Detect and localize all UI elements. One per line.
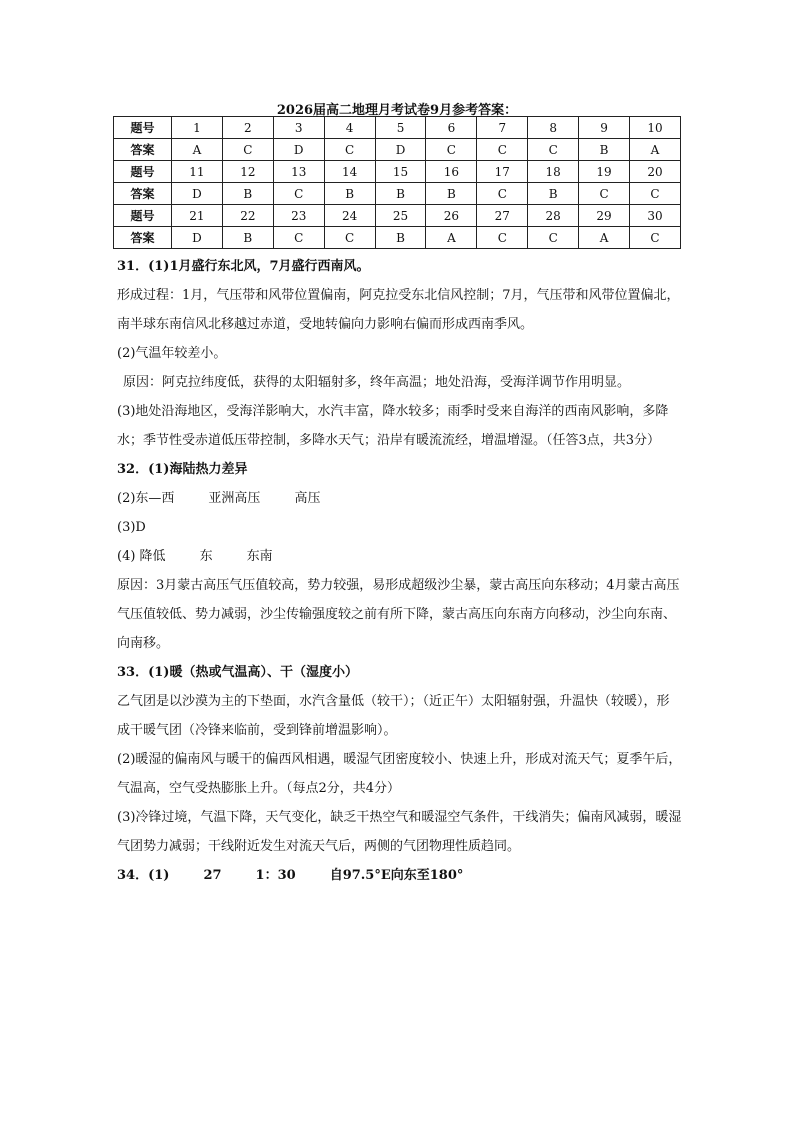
table-cell: 28 — [528, 205, 579, 227]
table-cell: 27 — [477, 205, 528, 227]
table-cell: C — [477, 227, 528, 249]
table-cell: 17 — [477, 161, 528, 183]
table-cell: C — [528, 139, 579, 161]
q32-part4-c: 东南 — [246, 549, 273, 564]
q33-explain: 乙气团是以沙漠为主的下垫面，水汽含量低（较干）；（近正午）太阳辐射强，升温快（较暖），形成干暖气团（冷锋来临前，受到锋前增温影响）。 — [117, 694, 670, 738]
row-label: 题号 — [114, 205, 172, 227]
table-cell: 24 — [324, 205, 375, 227]
q34-part1-c: 1：30 — [255, 868, 296, 883]
table-cell: 15 — [375, 161, 426, 183]
page-title: 2026届高二地理月考试卷9月参考答案： — [276, 103, 518, 118]
table-cell: 14 — [324, 161, 375, 183]
table-cell: C — [426, 139, 477, 161]
q32-reason: 原因：3月蒙古高压气压值较高，势力较强，易形成超级沙尘暴，蒙古高压向东移动；4月蒙古高压气压值较低、势力减弱，沙尘传输强度较之前有所下降，蒙古高压向东南方向移动，沙尘向东南、向南移。 — [117, 578, 680, 651]
table-cell: A — [579, 227, 630, 249]
table-cell: 22 — [222, 205, 273, 227]
table-cell: B — [222, 227, 273, 249]
table-cell: A — [426, 227, 477, 249]
table-row — [114, 139, 681, 161]
q32-part2-a: (2)东—西 — [117, 491, 175, 506]
table-cell: C — [273, 183, 324, 205]
table-cell: 3 — [273, 117, 324, 139]
table-cell: A — [172, 139, 223, 161]
table-row — [114, 205, 681, 227]
table-cell: C — [528, 227, 579, 249]
q32-part2 — [117, 484, 682, 513]
row-label: 题号 — [114, 117, 172, 139]
answer-body — [117, 252, 682, 890]
table-cell: 5 — [375, 117, 426, 139]
table-cell: 4 — [324, 117, 375, 139]
table-cell: C — [630, 227, 681, 249]
row-label: 答案 — [114, 139, 172, 161]
q31-part3: (3)地处沿海地区，受海洋影响大，水汽丰富，降水较多；雨季时受来自海洋的西南风影响，多降水；季节性受赤道低压带控制，多降水天气；沿岸有暖流流经，增温增湿。（任答3点，共3分） — [117, 404, 669, 448]
table-cell: 18 — [528, 161, 579, 183]
table-cell: C — [324, 227, 375, 249]
table-cell: 21 — [172, 205, 223, 227]
table-cell: C — [579, 183, 630, 205]
table-cell: D — [172, 227, 223, 249]
table-cell: C — [222, 139, 273, 161]
table-cell: 12 — [222, 161, 273, 183]
q34-part1-b: 27 — [203, 868, 222, 883]
table-cell: C — [477, 139, 528, 161]
table-cell: 19 — [579, 161, 630, 183]
q33-part2: (2)暖湿的偏南风与暖干的偏西风相遇，暖湿气团密度较小、快速上升，形成对流天气；夏季午后，气温高，空气受热膨胀上升。（每点2分，共4分） — [117, 752, 682, 796]
q31-part2: (2)气温年较差小。 — [117, 346, 227, 361]
table-row — [114, 117, 681, 139]
q34-part1 — [117, 861, 682, 890]
table-cell: C — [324, 139, 375, 161]
table-cell: B — [375, 183, 426, 205]
table-cell: 11 — [172, 161, 223, 183]
table-cell: B — [528, 183, 579, 205]
q32-part4-b: 东 — [199, 549, 213, 564]
q32-part3: (3)D — [117, 520, 146, 535]
row-label: 答案 — [114, 227, 172, 249]
table-cell: 1 — [172, 117, 223, 139]
q32-part1: 32．(1)海陆热力差异 — [117, 462, 248, 477]
table-cell: D — [172, 183, 223, 205]
row-label: 答案 — [114, 183, 172, 205]
table-cell: 2 — [222, 117, 273, 139]
q32-part2-c: 高压 — [294, 491, 321, 506]
table-cell: 29 — [579, 205, 630, 227]
q33-part3: (3)冷锋过境，气温下降，天气变化，缺乏干热空气和暖湿空气条件，干线消失；偏南风减弱，暖湿气团势力减弱；干线附近发生对流天气后，两侧的气团物理性质趋同。 — [117, 810, 682, 854]
q32-part4-a: (4) 降低 — [117, 549, 166, 564]
q31-part1: 31．(1)1月盛行东北风，7月盛行西南风。 — [117, 259, 370, 274]
table-cell: 26 — [426, 205, 477, 227]
table-cell: 30 — [630, 205, 681, 227]
q31-reason: 原因：阿克拉纬度低，获得的太阳辐射多，终年高温；地处沿海，受海洋调节作用明显。 — [123, 375, 631, 390]
table-cell: 6 — [426, 117, 477, 139]
table-cell: 23 — [273, 205, 324, 227]
q32-part2-b: 亚洲高压 — [208, 491, 261, 506]
row-label: 题号 — [114, 161, 172, 183]
table-cell: 10 — [630, 117, 681, 139]
table-cell: B — [426, 183, 477, 205]
table-cell: A — [630, 139, 681, 161]
table-cell: 9 — [579, 117, 630, 139]
table-cell: 20 — [630, 161, 681, 183]
q31-process: 形成过程：1月，气压带和风带位置偏南，阿克拉受东北信风控制；7月，气压带和风带位置偏北，南半球东南信风北移越过赤道，受地转偏向力影响右偏而形成西南季风。 — [117, 288, 680, 332]
table-cell: 8 — [528, 117, 579, 139]
table-cell: B — [375, 227, 426, 249]
table-cell: 7 — [477, 117, 528, 139]
q34-part1-a: 34．(1) — [117, 868, 170, 883]
table-cell: B — [324, 183, 375, 205]
table-cell: 13 — [273, 161, 324, 183]
table-cell: B — [579, 139, 630, 161]
table-cell: B — [222, 183, 273, 205]
table-cell: D — [273, 139, 324, 161]
table-cell: C — [273, 227, 324, 249]
q34-part1-d: 自97.5°E向东至180° — [329, 868, 464, 883]
answer-table — [113, 116, 681, 249]
table-cell: D — [375, 139, 426, 161]
table-row — [114, 183, 681, 205]
table-row — [114, 161, 681, 183]
table-row — [114, 227, 681, 249]
table-cell: 16 — [426, 161, 477, 183]
table-cell: C — [477, 183, 528, 205]
q33-part1: 33．(1)暖（热或气温高）、干（湿度小） — [117, 665, 358, 680]
table-cell: 25 — [375, 205, 426, 227]
table-cell: C — [630, 183, 681, 205]
q32-part4 — [117, 542, 682, 571]
